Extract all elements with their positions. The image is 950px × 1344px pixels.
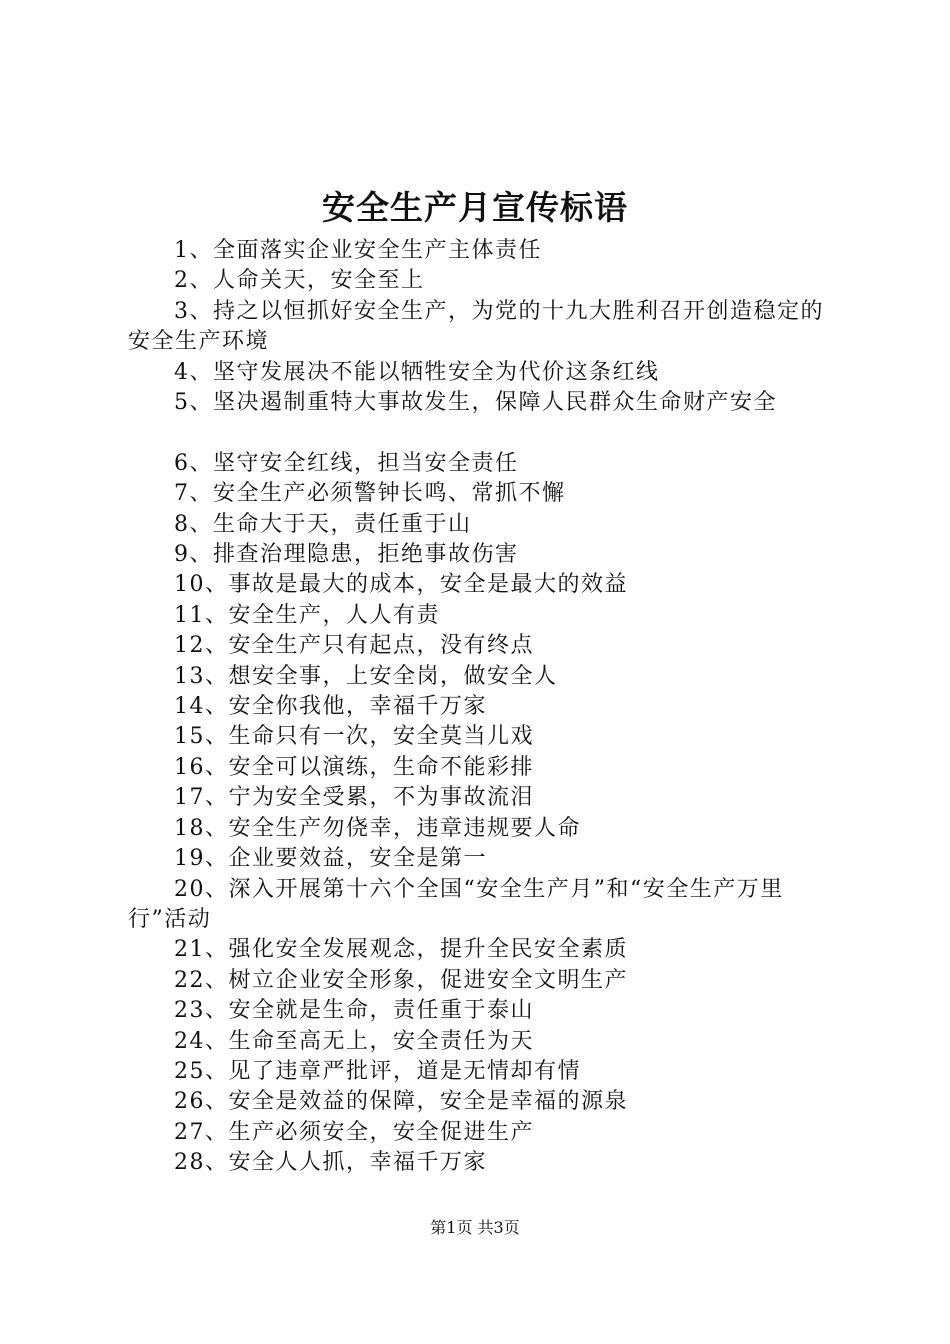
list-item: 21、强化安全发展观念，提升全民安全素质 xyxy=(174,937,628,963)
list-item: 5、坚决遏制重特大事故发生，保障人民群众生命财产安全 xyxy=(174,390,777,416)
page-footer: 第1页 共3页 xyxy=(430,1218,520,1237)
list-item: 3、持之以恒抓好安全生产，为党的十九大胜利召开创造稳定的安全生产环境 xyxy=(128,298,824,355)
list-item: 14、安全你我他，幸福千万家 xyxy=(174,694,487,720)
list-item: 8、生命大于天，责任重于山 xyxy=(174,511,472,537)
list-item: 11、安全生产，人人有责 xyxy=(174,602,440,628)
list-item: 7、安全生产必须警钟长鸣、常抓不懈 xyxy=(174,481,566,507)
list-item: 18、安全生产勿侥幸，违章违规要人命 xyxy=(174,815,581,841)
slogan-list xyxy=(128,236,834,1179)
list-item: 24、生命至高无上，安全责任为天 xyxy=(174,1028,534,1054)
list-item: 27、生产必须安全，安全促进生产 xyxy=(174,1119,534,1145)
list-item: 13、想安全事，上安全岗，做安全人 xyxy=(174,663,558,689)
list-item: 1、全面落实企业安全生产主体责任 xyxy=(174,238,542,263)
list-item: 4、坚守发展决不能以牺牲安全为代价这条红线 xyxy=(174,359,660,385)
list-item: 23、安全就是生命，责任重于泰山 xyxy=(174,998,534,1024)
list-item: 28、安全人人抓，幸福千万家 xyxy=(174,1150,487,1176)
list-item: 22、树立企业安全形象，促进安全文明生产 xyxy=(174,967,628,993)
list-item: 17、宁为安全受累，不为事故流泪 xyxy=(174,785,534,811)
list-item: 9、排查治理隐患，拒绝事故伤害 xyxy=(174,542,519,568)
list-item: 6、坚守安全红线，担当安全责任 xyxy=(174,450,519,476)
list-item: 26、安全是效益的保障，安全是幸福的源泉 xyxy=(174,1089,628,1115)
blank-line xyxy=(128,418,834,448)
list-item: 16、安全可以演练，生命不能彩排 xyxy=(174,754,534,780)
list-item: 25、见了违章严批评，道是无情却有情 xyxy=(174,1058,581,1084)
list-item: 2、人命关天，安全至上 xyxy=(174,268,425,294)
list-item: 20、深入开展第十六个全国“安全生产月”和“安全生产万里行”活动 xyxy=(128,876,784,932)
list-item: 19、企业要效益，安全是第一 xyxy=(174,846,487,872)
list-item: 12、安全生产只有起点，没有终点 xyxy=(174,633,534,659)
list-item: 10、事故是最大的成本，安全是最大的效益 xyxy=(174,572,628,598)
page-title: 安全生产月宣传标语 xyxy=(322,188,628,227)
list-item: 15、生命只有一次，安全莫当儿戏 xyxy=(174,724,534,750)
